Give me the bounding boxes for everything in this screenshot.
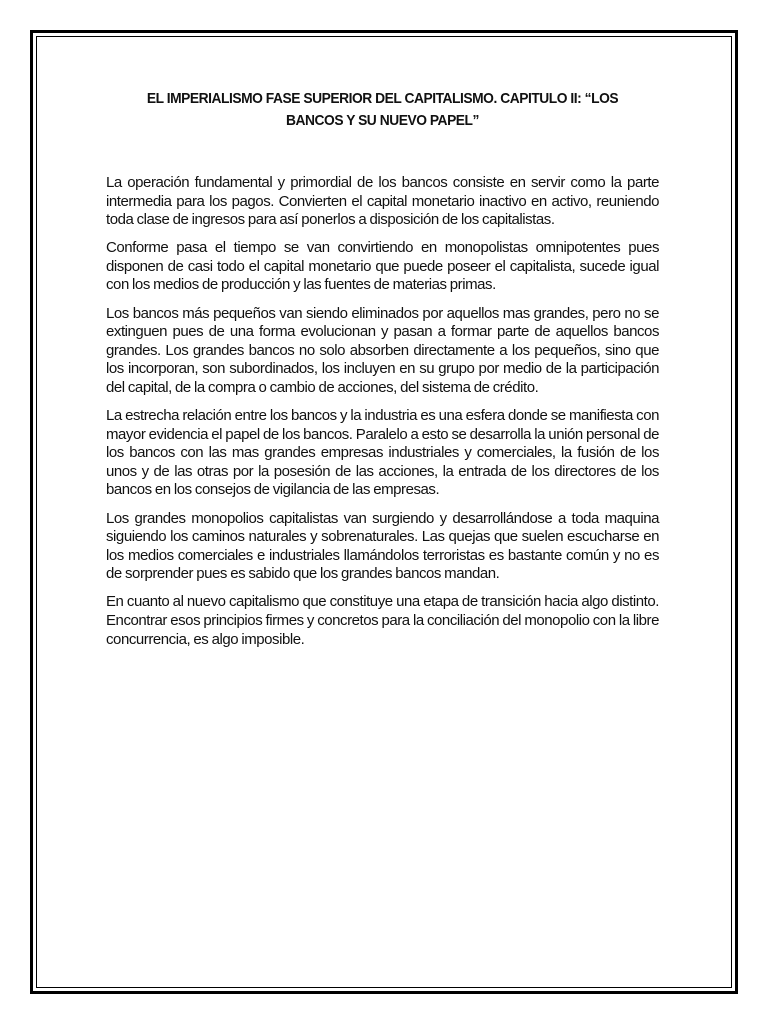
document-body <box>106 88 659 659</box>
paragraph-1: La operación fundamental y primordial de los bancos consiste en servir como la parte intermedia para los pagos. Convierten el capital monetario inactivo en activo, reuniendo toda clase de ingresos para así ponerlos a disposición de los capitalistas. <box>106 174 659 229</box>
paragraph-2: Conforme pasa el tiempo se van convirtiendo en monopolistas omnipotentes pues disponen de casi todo el capital monetario que puede poseer el capitalista, sucede igual con los medios de producción y las fuentes de materias primas. <box>106 239 659 294</box>
paragraph-6: En cuanto al nuevo capitalismo que constituye una etapa de transición hacia algo distinto. Encontrar esos principios firmes y concretos para la conciliación del monopolio con la libre concurrencia, es algo imposible. <box>106 593 659 648</box>
document-title: EL IMPERIALISMO FASE SUPERIOR DEL CAPITALISMO. CAPITULO II: “LOS BANCOS Y SU NUEVO PAPEL” <box>146 90 619 129</box>
paragraph-4: La estrecha relación entre los bancos y la industria es una esfera donde se manifiesta con mayor evidencia el papel de los bancos. Paralelo a esto se desarrolla la unión personal de los bancos con las mas grandes empresas industriales y comerciales, la fusión de los unos y de las otras por la posesión de las acciones, la entrada de los directores de los bancos en los consejos de vigilancia de las empresas. <box>106 407 659 499</box>
paragraph-5: Los grandes monopolios capitalistas van surgiendo y desarrollándose a toda maquina siguiendo los caminos naturales y sobrenaturales. Las quejas que suelen escucharse en los medios comerciales e industriales llamándolos terroristas es bastante común y no es de sorprender pues es sabido que los grandes bancos mandan. <box>106 509 659 583</box>
paragraph-3: Los bancos más pequeños van siendo eliminados por aquellos mas grandes, pero no se extinguen pues de una forma evolucionan y pasan a formar parte de aquellos bancos grandes. Los grandes bancos no solo absorben directamente a los pequeños, sino que los incorporan, son subordinados, los incluyen en su grupo por medio de la participación del capital, de la compra o cambio de acciones, del sistema de crédito. <box>106 304 659 396</box>
